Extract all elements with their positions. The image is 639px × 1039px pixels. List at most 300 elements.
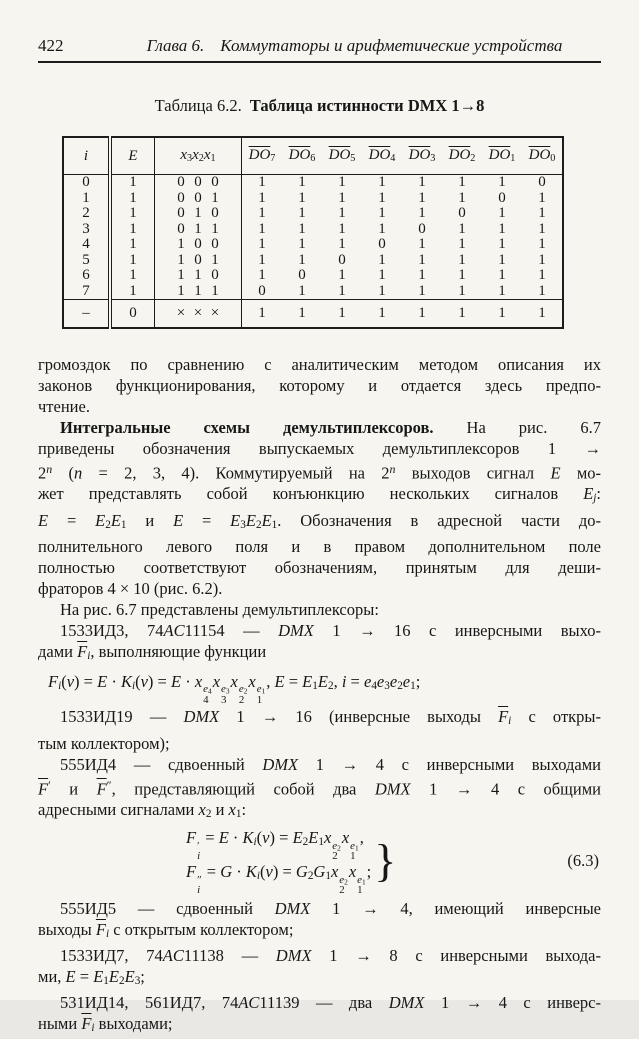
cell-output: 1 [498, 236, 506, 253]
text-run: n [389, 462, 396, 476]
table-caption-prefix: Таблица 6.2. [154, 96, 242, 115]
cell-e: 1 [110, 284, 155, 300]
text-run: 1 [325, 870, 331, 883]
text-line [38, 510, 601, 536]
cell-output: 1 [458, 236, 466, 253]
col-header-x [155, 137, 242, 175]
text-run: E [245, 510, 256, 530]
text-run: $\overline{DO}$ [528, 147, 551, 164]
text-run: AC [162, 945, 184, 965]
text-run [257, 695, 262, 705]
col-header-output [442, 137, 482, 175]
cell-i: 0 [63, 175, 110, 191]
col-header-output [322, 137, 362, 175]
x-digit: × [210, 305, 220, 321]
sup-sub-stack [197, 841, 200, 862]
text-run: 2 [255, 518, 262, 531]
cell-output: 1 [538, 251, 546, 268]
text-run: $\overline{DO}$ [368, 147, 391, 164]
text-run [221, 695, 226, 705]
text-run: 1 → 8 с инверсными выхода- [311, 945, 601, 965]
text-run: 1 [261, 686, 266, 696]
text-run: ν [262, 828, 270, 848]
text-run: $\overline{F}$ [498, 707, 509, 727]
text-run: , [333, 672, 342, 692]
text-run: полностью соответствуют обозначениям, принятым для деши- [38, 557, 601, 577]
x-digit: 1 [211, 251, 219, 268]
text-run [239, 695, 244, 705]
text-run [339, 885, 344, 895]
text-run: i [58, 680, 62, 693]
cell-output: 1 [338, 189, 346, 206]
text-run: F [48, 672, 59, 692]
cell-output: 1 [418, 189, 426, 206]
text-run: 1533ИД3, 74 [60, 620, 164, 640]
text-line [38, 483, 601, 509]
text-run: ν [265, 862, 273, 882]
cell-e: 1 [110, 222, 155, 238]
text-run: $\overline{DO}$ [328, 147, 351, 164]
text-run: ми, [38, 966, 66, 986]
text-run: 1 [410, 680, 416, 693]
text-run: i [253, 836, 257, 849]
cell-e: 1 [110, 191, 155, 207]
cell-i: 1 [63, 191, 110, 207]
text-line [38, 396, 601, 417]
text-line [38, 966, 601, 992]
sup-sub-stack [203, 684, 212, 705]
truth-table-body [63, 175, 563, 329]
text-run: E [274, 672, 285, 692]
cell-output: 1 [378, 220, 386, 237]
text-run: $\overline{DO}$ [448, 147, 471, 164]
text-run: 1 [235, 808, 242, 821]
text-run: 1 [318, 836, 324, 849]
text-run: $\overline{F}$ [81, 1014, 92, 1034]
text-run: , [266, 672, 275, 692]
text-run: DMX [374, 778, 411, 798]
text-run: i [197, 884, 201, 897]
table-caption-title: Таблица истинности DMX 1→8 [249, 96, 485, 115]
text-run: · [228, 828, 243, 848]
text-run: = [48, 510, 96, 530]
cell-output: 1 [538, 282, 546, 299]
text-run: x [348, 862, 357, 882]
cell-output: 1 [338, 205, 346, 222]
text-run: x [194, 672, 203, 692]
text-run: = [75, 966, 94, 986]
cell-x [155, 300, 242, 329]
col-header-i [63, 137, 110, 175]
text-run: Интегральные схемы демультиплексоров. [60, 418, 434, 437]
text-run: e [376, 672, 385, 692]
text-line [38, 459, 601, 483]
cell-output: 0 [378, 236, 386, 253]
table-row [63, 237, 563, 253]
cell-i: 4 [63, 237, 110, 253]
table-row [63, 300, 563, 329]
text-run: i [341, 672, 347, 692]
cell-i: – [63, 300, 110, 329]
text-run: G [220, 862, 233, 882]
text-run: , выполняющие функции [90, 641, 267, 661]
text-run: 555ИД5 — сдвоенный [60, 898, 275, 918]
cell-output: 1 [418, 236, 426, 253]
cell-x [155, 222, 242, 238]
text-run: ) = [272, 862, 296, 882]
text-run [332, 851, 337, 861]
text-run: E [128, 147, 138, 164]
sup-sub-stack [332, 841, 341, 862]
text-run: i [105, 927, 110, 940]
cell-output: 1 [298, 174, 306, 191]
text-run: x [341, 828, 350, 848]
text-run: F [186, 862, 197, 882]
cell-i: 3 [63, 222, 110, 238]
text-line [38, 706, 601, 732]
text-run: 3 [240, 518, 246, 531]
cell-x [155, 284, 242, 300]
cell-i: 7 [63, 284, 110, 300]
paragraph [38, 992, 601, 1039]
text-run: ; [140, 966, 145, 986]
text-run: $\overline{F}$ [38, 778, 49, 798]
text-run: · [232, 862, 246, 882]
text-run: x [230, 672, 238, 692]
text-run: с открытым коллектором; [109, 919, 294, 939]
text-run: 1 [510, 153, 516, 165]
text-run: e [402, 672, 411, 692]
text-run [203, 695, 208, 705]
cell-output: 1 [538, 205, 546, 222]
text-line [38, 754, 601, 775]
text-run: ( [260, 862, 266, 882]
cell-output: 1 [322, 300, 362, 329]
equation-block [38, 827, 601, 896]
text-run: $\overline{DO}$ [488, 147, 511, 164]
text-run: DMX [275, 945, 312, 965]
cell-output: 1 [498, 282, 506, 299]
cell-e: 1 [110, 237, 155, 253]
text-run: 1 [312, 680, 318, 693]
text-run: 2 [327, 680, 334, 693]
text-run: ′ [197, 839, 200, 852]
cell-output: 1 [498, 174, 506, 191]
col-header-output [242, 137, 283, 175]
text-run: 1 → 4 с инверс- [424, 993, 601, 1013]
running-head [38, 36, 601, 63]
text-run [357, 885, 362, 895]
cell-x [155, 268, 242, 284]
cell-x [155, 253, 242, 269]
cell-output: 1 [338, 236, 346, 253]
text-line [38, 641, 601, 667]
x-digit: 0 [211, 174, 219, 191]
cell-output: 1 [258, 236, 266, 253]
table-row [63, 253, 563, 269]
text-run [197, 851, 200, 861]
text-run: e [363, 672, 372, 692]
text-run: x [192, 147, 199, 164]
text-run: с откры- [511, 707, 601, 727]
x-digit: 0 [211, 236, 219, 253]
text-run: ″ [197, 873, 202, 886]
text-run: 3 [384, 680, 390, 693]
text-run: . Обозначения в адресной части до- [277, 510, 601, 530]
table-caption [38, 96, 601, 116]
text-run: i [197, 849, 201, 862]
text-run: , представляющий собой два [111, 778, 375, 798]
text-run: 4 [390, 153, 396, 165]
equation-line [186, 861, 371, 895]
cell-output: 1 [298, 189, 306, 206]
table-row [63, 191, 563, 207]
cell-x [155, 191, 242, 207]
text-run: e [339, 873, 345, 886]
cell-i: 6 [63, 268, 110, 284]
text-run: G [295, 862, 308, 882]
display-formula [38, 668, 601, 705]
cell-i: 2 [63, 206, 110, 222]
text-run: E [317, 672, 328, 692]
text-run: 1 → 4, имеющий инверсные [310, 898, 601, 918]
text-run: 4 [207, 686, 212, 696]
text-run: x [198, 799, 206, 819]
text-line [38, 354, 601, 375]
text-run: = [183, 510, 231, 530]
text-run: x [330, 862, 339, 882]
text-run: , [359, 828, 364, 848]
text-run: E [583, 484, 594, 504]
cell-output: 1 [458, 174, 466, 191]
cell-output: 1 [338, 282, 346, 299]
text-run: e [238, 683, 244, 696]
text-run: 1 [357, 884, 363, 897]
text-run: 1 → 4 с общими [410, 778, 601, 798]
text-run: 2 [337, 843, 341, 853]
text-run: и [211, 799, 229, 819]
text-run: : [241, 799, 247, 819]
text-run: ′ [48, 777, 51, 792]
cell-e: 1 [110, 253, 155, 269]
text-line [38, 945, 601, 966]
text-run: $\overline{DO}$ [408, 147, 431, 164]
text-run: 1533ИД19 — [60, 707, 184, 727]
text-run: тым коллектором); [38, 733, 170, 753]
text-run: : [596, 484, 601, 504]
text-run: ( [61, 672, 67, 692]
text-run: законов функционирования, которому и отдается здесь предпо- [38, 376, 601, 395]
text-run: 1 [210, 153, 216, 165]
text-line [38, 919, 601, 945]
text-run: e [256, 683, 262, 696]
text-run: 3 [225, 686, 230, 696]
text-line [38, 536, 601, 557]
table-row [63, 222, 563, 238]
text-run: 11139 — два [259, 993, 389, 1013]
page-number: 422 [38, 36, 64, 55]
text-run: E [95, 510, 106, 530]
text-run: ( [135, 672, 141, 692]
x-digit: 0 [211, 267, 219, 284]
cell-output: 1 [458, 267, 466, 284]
x-digit: 0 [194, 236, 202, 253]
text-run: 3 [187, 153, 193, 165]
text-run: 3 [134, 975, 141, 988]
x-digit: 1 [194, 205, 202, 222]
cell-output: 1 [482, 300, 522, 329]
text-run: 4 [371, 680, 377, 693]
text-run: i [91, 1022, 95, 1035]
text-run: громоздок по сравнению с аналитическим методом описания их [38, 355, 601, 374]
text-run: 1 [256, 693, 263, 706]
text-line [38, 375, 601, 396]
text-run: i [83, 147, 89, 164]
text-run: K [245, 862, 257, 882]
text-run: и [126, 510, 174, 530]
col-header-output [402, 137, 442, 175]
paragraph [38, 898, 601, 945]
text-run: = [201, 828, 219, 848]
cell-output: 1 [418, 174, 426, 191]
text-run: 1 [350, 850, 356, 863]
text-run: · [107, 672, 121, 692]
text-run: e [332, 839, 338, 852]
text-run: 6 [310, 153, 316, 165]
text-run: приведены обозначения выпускаемых демультиплексоров 1 → [38, 439, 601, 458]
text-run: 2 [38, 463, 47, 483]
text-run: На рис. 6.7 [433, 418, 601, 437]
sup-sub-stack [221, 684, 230, 705]
text-run: DMX [278, 620, 314, 640]
text-run: полнительного левого поля и в правом дополнительном поле [38, 536, 601, 556]
text-line [38, 578, 601, 599]
chapter-heading [108, 36, 601, 56]
text-run: e [350, 839, 355, 852]
cell-output: 1 [338, 267, 346, 284]
text-run: i [508, 715, 512, 728]
text-run: x [248, 672, 256, 692]
cell-output: 1 [498, 220, 506, 237]
chapter-title: Коммутаторы и арифметические устройства [220, 36, 563, 55]
cell-output: 0 [458, 205, 466, 222]
text-run: чтение. [38, 397, 90, 416]
table-row [63, 206, 563, 222]
col-header-output [482, 137, 522, 175]
text-run: x [180, 147, 188, 164]
text-run: x [228, 799, 236, 819]
x-digit: 0 [177, 205, 185, 222]
equation-number: (6.3) [567, 851, 599, 871]
text-run: x [212, 672, 221, 692]
text-run: E [261, 510, 272, 530]
cell-output: 0 [538, 174, 546, 191]
sup-sub-stack [339, 875, 348, 896]
text-run: j [593, 492, 597, 505]
text-run: 1 → 16 (инверсные выходы [219, 707, 499, 727]
text-line [38, 1013, 601, 1039]
text-run: AC [238, 993, 260, 1013]
cell-i: 5 [63, 253, 110, 269]
text-run: E [124, 966, 135, 986]
cell-output: 1 [378, 174, 386, 191]
cell-output: 0 [498, 189, 506, 206]
x-digit: 0 [194, 251, 202, 268]
text-run: · [181, 672, 195, 692]
text-line [38, 438, 601, 459]
text-run: 4 [203, 693, 209, 706]
cell-output: 1 [242, 300, 283, 329]
text-run: ) = [147, 672, 171, 692]
text-run: $\overline{F}$ [77, 641, 88, 661]
text-line [38, 775, 601, 799]
text-run: E [170, 672, 182, 692]
cell-e: 0 [110, 300, 155, 329]
cell-output: 1 [458, 251, 466, 268]
text-run: 531ИД14, 561ИД7, 74 [60, 993, 239, 1013]
text-line [38, 599, 601, 620]
sup-sub-stack [239, 684, 248, 705]
x-digit: 1 [211, 189, 219, 206]
equation-lines [38, 827, 371, 896]
x-digit: 0 [177, 220, 185, 237]
text-run: ″ [106, 777, 112, 792]
text-run: e [221, 683, 226, 696]
cell-x [155, 237, 242, 253]
x-digit: × [193, 305, 203, 321]
text-line [38, 417, 601, 438]
text-run: $\overline{F}$ [95, 919, 106, 939]
text-run: E [110, 510, 121, 530]
text-run: 2 [205, 808, 212, 821]
text-run [197, 885, 200, 895]
cell-output: 1 [258, 267, 266, 284]
text-run: фраторов 4 × 10 (рис. 6.2). [38, 578, 223, 598]
cell-output: 1 [258, 174, 266, 191]
cell-output: 1 [258, 189, 266, 206]
cell-e: 1 [110, 268, 155, 284]
cell-output: 1 [298, 251, 306, 268]
text-run: ; [415, 672, 421, 692]
x-digit: 1 [194, 220, 202, 237]
text-run: выходы [38, 919, 96, 939]
text-run: ν [140, 672, 148, 692]
x-digit: 0 [194, 189, 202, 206]
text-run: адресными сигналами [38, 799, 199, 819]
cell-output: 0 [298, 267, 306, 284]
text-run: E [230, 510, 241, 530]
truth-table-head [63, 137, 563, 175]
chapter-label: Глава 6. [146, 36, 205, 55]
text-run: ; [366, 862, 372, 882]
text-run: жет представлять собой конъюнкцию нескольких сигналов [38, 484, 584, 504]
paragraph [38, 599, 601, 620]
x-digit: 1 [211, 220, 219, 237]
text-run: мо- [560, 463, 602, 483]
text-run: дами [38, 641, 78, 661]
text-run: F [186, 828, 197, 848]
paragraph [38, 706, 601, 753]
text-run: E [173, 510, 184, 530]
col-header-e [110, 137, 155, 175]
cell-output: 1 [298, 236, 306, 253]
text-line [38, 799, 601, 825]
text-run: E [65, 966, 76, 986]
col-header-output [282, 137, 322, 175]
text-run: 0 [550, 153, 556, 165]
col-header-output [522, 137, 563, 175]
paragraph [38, 754, 601, 826]
